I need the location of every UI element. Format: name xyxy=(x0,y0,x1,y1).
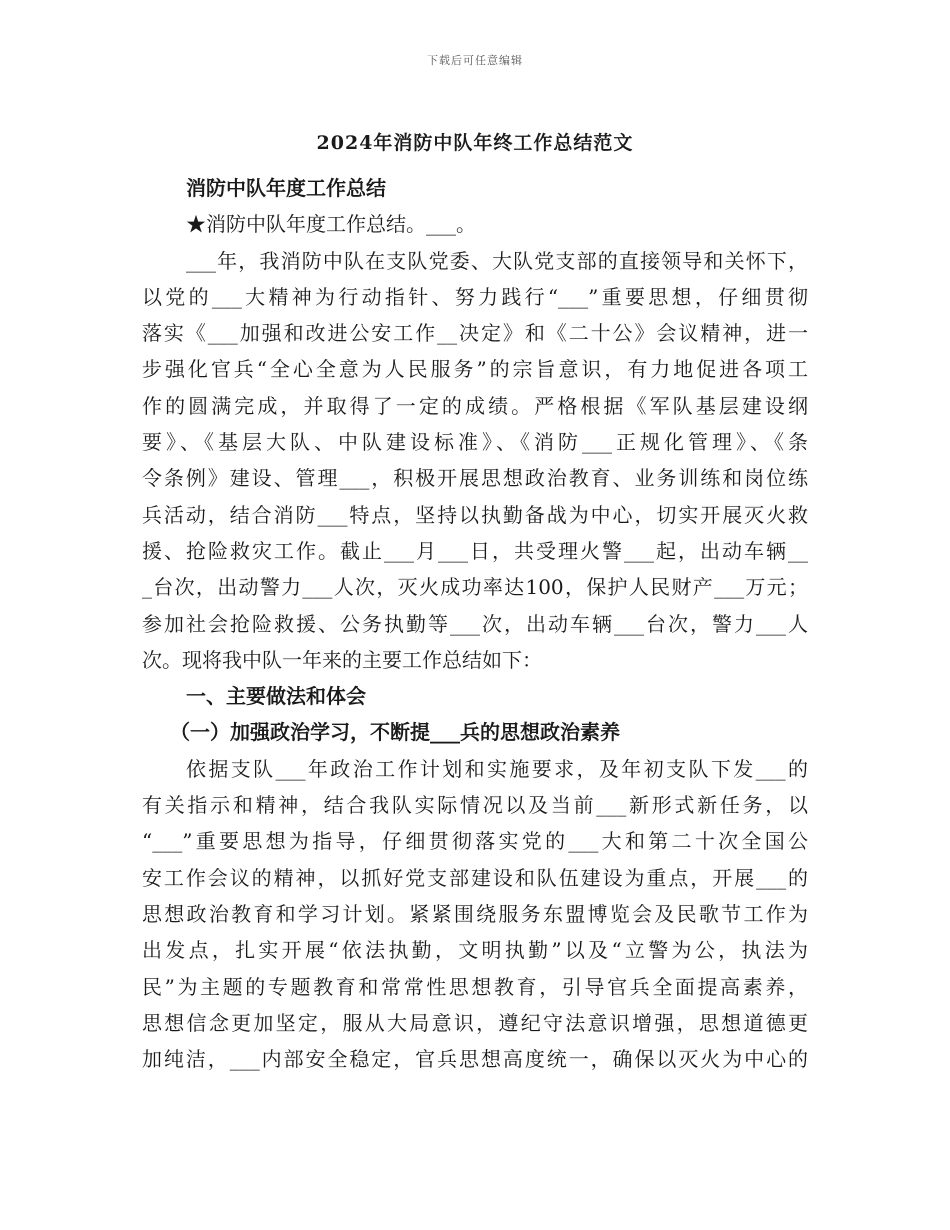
intro-line: ★消防中队年度工作总结。___。 xyxy=(186,212,476,237)
paragraph1-line: ___年，我消防中队在支队党委、大队党支部的直接领导和关怀下， xyxy=(186,248,808,273)
document-body xyxy=(142,170,808,1077)
paragraph2-line: 依据支队___年政治工作计划和实施要求，及年初支队下发___的 xyxy=(186,756,808,781)
paragraph1-line: 落实《___加强和改进公安工作__决定》和《二十公》会议精神，进一 xyxy=(142,321,808,346)
paragraph2-line: 出发点，扎实开展“依法执勤，文明执勤”以及“立警为公，执法为 xyxy=(142,938,808,963)
paragraph2-line: 思想政治教育和学习计划。紧紧围绕服务东盟博览会及民歌节工作为 xyxy=(142,901,808,926)
paragraph1-line: 作的圆满完成，并取得了一定的成绩。严格根据《军队基层建设纲 xyxy=(142,393,808,418)
subsection-heading: （一）加强政治学习，不断提___兵的思想政治素养 xyxy=(170,720,620,745)
paragraph1-line: 次。现将我中队一年来的主要工作总结如下： xyxy=(142,647,542,672)
paragraph2-line: “___”重要思想为指导，仔细贯彻落实党的___大和第二十次全国公 xyxy=(142,829,808,854)
paragraph1-line: _台次，出动警力___人次，灭火成功率达100，保护人民财产___万元； xyxy=(142,575,808,600)
paragraph1-line: 援、抢险救灾工作。截止___月___日，共受理火警___起，出动车辆__ xyxy=(142,538,808,563)
subtitle: 消防中队年度工作总结 xyxy=(186,176,386,200)
paragraph1-line: 步强化官兵“全心全意为人民服务”的宗旨意识，有力地促进各项工 xyxy=(142,357,808,382)
page-header: 下载后可任意编辑 xyxy=(427,54,523,67)
paragraph2-line: 安工作会议的精神，以抓好党支部建设和队伍建设为重点，开展___的 xyxy=(142,865,808,890)
paragraph2-line: 加纯洁，___内部安全稳定，官兵思想高度统一，确保以灭火为中心的 xyxy=(142,1047,808,1072)
paragraph1-line: 参加社会抢险救援、公务执勤等___次，出动车辆___台次，警力___人 xyxy=(142,611,808,636)
document-title: 2024年消防中队年终工作总结范文 xyxy=(316,132,634,154)
paragraph2-line: 有关指示和精神，结合我队实际情况以及当前___新形式新任务，以 xyxy=(142,793,808,818)
paragraph1-line: 兵活动，结合消防___特点，坚持以执勤备战为中心，切实开展灭火救 xyxy=(142,502,808,527)
paragraph1-line: 令条例》建设、管理___，积极开展思想政治教育、业务训练和岗位练 xyxy=(142,466,808,491)
section-heading: 一、主要做法和体会 xyxy=(186,684,366,709)
paragraph1-line: 要》、《基层大队、中队建设标准》、《消防___正规化管理》、《条 xyxy=(142,430,808,455)
paragraph2-line: 思想信念更加坚定，服从大局意识，遵纪守法意识增强，思想道德更 xyxy=(142,1010,808,1035)
paragraph1-line: 以党的___大精神为行动指针、努力践行“___”重要思想，仔细贯彻 xyxy=(142,284,808,309)
paragraph2-line: 民”为主题的专题教育和常常性思想教育，引导官兵全面提高素养， xyxy=(142,974,808,999)
